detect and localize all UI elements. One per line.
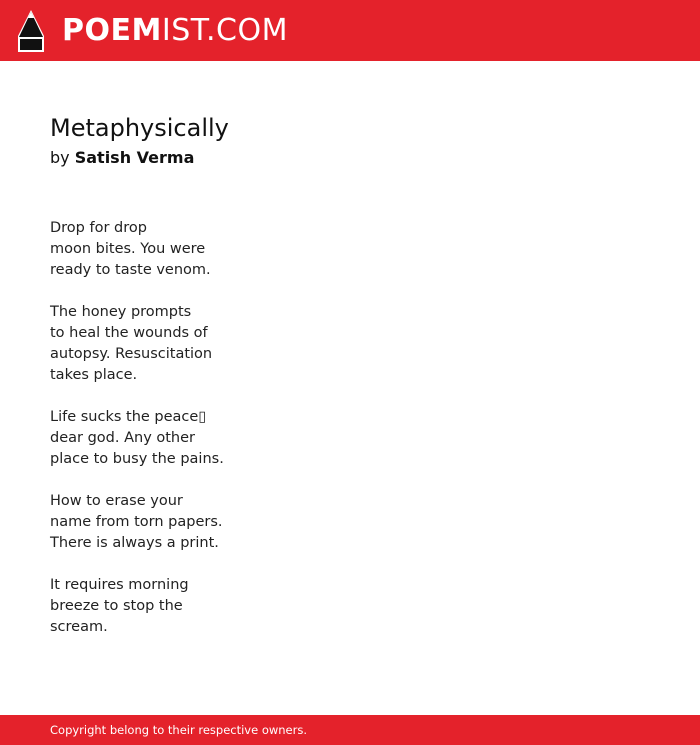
poem-title: Metaphysically [50,114,229,142]
site-header [0,0,700,61]
author-name: Satish Verma [74,148,195,167]
poem-line: Life sucks the peace▯ [50,409,207,425]
poem-line: How to erase your [50,493,183,509]
poem-line: place to busy the pains. [50,451,224,467]
site-logo[interactable] [62,10,288,52]
poem-line: to heal the wounds of [50,325,208,341]
poem-line: Drop for drop [50,220,147,236]
byline [50,148,194,167]
logo-light-text: IST.COM [161,13,288,48]
poem-line: dear god. Any other [50,430,196,446]
pencil-tip-icon[interactable] [18,10,44,52]
poem-line: It requires morning [50,577,189,593]
poem-body [50,218,224,659]
poem-stanza [50,407,224,470]
poem-stanza [50,491,224,554]
site-footer [0,715,700,745]
poem-line: breeze to stop the [50,598,183,614]
poem-stanza [50,218,224,281]
copyright-text: Copyright belong to their respective owners. [50,723,308,737]
poem-line: moon bites. You were [50,241,206,257]
poem-line: takes place. [50,367,138,383]
poem-line: ready to taste venom. [50,262,211,278]
poem-line: autopsy. Resuscitation [50,346,213,362]
by-label: by [50,148,70,167]
poem-line: The honey prompts [50,304,192,320]
poem-line: There is always a print. [50,535,219,551]
poem-stanza [50,302,224,386]
poem-stanza [50,575,224,638]
poem-line: name from torn papers. [50,514,223,530]
logo-bold-text: POEM [62,13,162,48]
poem-line: scream. [50,619,108,635]
